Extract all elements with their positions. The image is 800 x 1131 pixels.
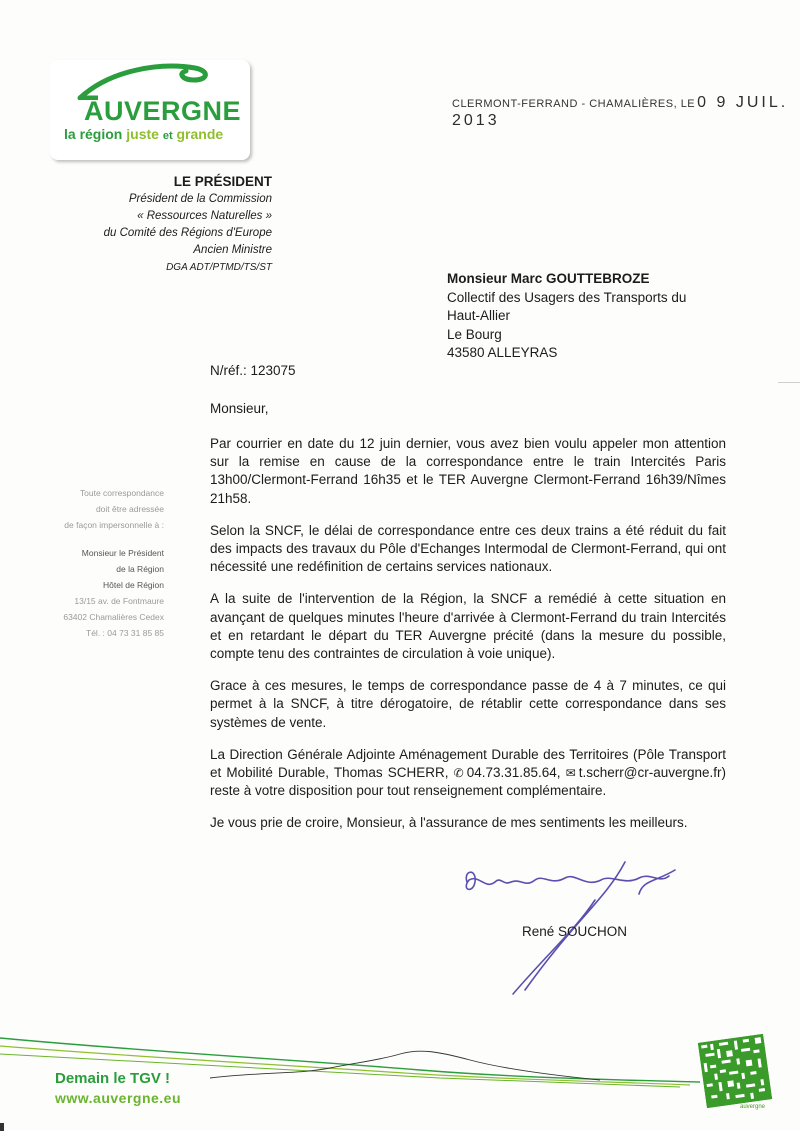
recipient-name: Monsieur Marc GOUTTEBROZE: [447, 271, 650, 286]
paragraph-text: La Direction Générale Adjointe Aménagement Durable des Territoires (Pôle Transport et Mobilité Durable, Thomas SCHERR,: [210, 746, 726, 781]
closing: Je vous prie de croire, Monsieur, à l'assurance de mes sentiments les meilleurs.: [210, 815, 688, 831]
paragraph-text: ) reste à votre disposition pour tout renseignement complémentaire.: [210, 765, 726, 799]
recipient-city: 43580 ALLEYRAS: [447, 345, 558, 360]
qr-caption: auvergne: [740, 1104, 766, 1110]
envelope-icon: ✉: [565, 766, 576, 781]
tagline-part: juste: [126, 126, 159, 142]
date-place: CLERMONT-FERRAND - CHAMALIÈRES, LE: [452, 98, 696, 110]
scan-edge-mark: [0, 1123, 4, 1131]
president-line: « Ressources Naturelles »: [137, 210, 272, 222]
correspondence-sidebar: [40, 485, 164, 641]
logo-name: AUVERGNE: [84, 96, 242, 126]
reference-number: N/réf.: 123075: [210, 363, 296, 378]
tagline-part: grande: [176, 126, 224, 142]
president-block: [40, 174, 272, 276]
sidebar-line: de façon impersonnelle à :: [64, 520, 164, 530]
recipient-org: Haut-Allier: [447, 308, 511, 323]
sidebar-address: Hôtel de Région: [103, 580, 164, 590]
qr-code-icon: [698, 1034, 773, 1109]
sidebar-address: 13/15 av. de Fontmaure: [74, 596, 164, 606]
signatory-name: René SOUCHON: [522, 924, 628, 939]
department-code: DGA ADT/PTMD/TS/ST: [166, 262, 272, 273]
logo-swirl-icon: [70, 60, 220, 100]
paragraph: Selon la SNCF, le délai de correspondance entre ces deux trains a été réduit du fait des impacts des travaux du Pôle d'Echanges Intermodal de Clermont-Ferrand, qui ont nécessité une redéfinition de certains services nationaux.: [210, 522, 726, 575]
phone-number: 04.73.31.85.64,: [466, 765, 561, 781]
president-line: du Comité des Régions d'Europe: [103, 227, 272, 239]
paragraph: A la suite de l'intervention de la Région, la SNCF a remédié à cette situation en avançant de quelques minutes l'heure d'arrivée à Clermont-Ferrand du train Intercités et en retardant le départ du TER Auvergne précité (dans la mesure du possible, compte tenu des contraintes de circulation à voie unique).: [210, 591, 726, 662]
president-line: Président de la Commission: [128, 193, 272, 205]
date-stamp: 0 9 JUIL. 2013: [452, 94, 789, 129]
paragraph: Par courrier en date du 12 juin dernier, vous avez bien voulu appeler mon attention sur la remise en cause de la correspondance entre le train Intercités Paris 13h00/Clermont-Ferrand 16h35 et le TER Auvergne Clermont-Ferrand 16h39/Nîmes 21h58.: [210, 436, 726, 506]
salutation: Monsieur,: [210, 401, 269, 416]
fold-mark: [778, 382, 800, 383]
president-line: Ancien Ministre: [193, 244, 272, 256]
auvergne-logo: [50, 60, 250, 160]
letter-body: [210, 435, 726, 847]
tagline-part: la région: [64, 126, 123, 142]
logo-tagline: [64, 126, 223, 142]
sidebar-address: de la Région: [116, 564, 164, 574]
recipient-org: Collectif des Usagers des Transports du: [447, 289, 687, 305]
email-address: t.scherr@cr-auvergne.fr: [578, 765, 722, 781]
sidebar-line: Toute correspondance: [79, 488, 164, 498]
date-line: [452, 94, 800, 130]
recipient-address: [447, 270, 686, 363]
recipient-street: Le Bourg: [447, 326, 502, 342]
sidebar-address: 63402 Chamalières Cedex: [63, 612, 164, 622]
paragraph: [210, 746, 726, 801]
paragraph: Grace à ces mesures, le temps de correspondance passe de 4 à 7 minutes, ce qui permet à la SNCF, à titre dérogatoire, de rétablir cette correspondance dans ses systèmes de vente.: [210, 678, 726, 730]
phone-icon: ✆: [453, 766, 464, 781]
sidebar-address: Monsieur le Président: [81, 548, 164, 558]
president-title: LE PRÉSIDENT: [173, 174, 272, 189]
sidebar-line: doit être adressée: [95, 504, 164, 514]
footer-website-link[interactable]: www.auvergne.eu: [55, 1090, 182, 1106]
tagline-part: et: [162, 130, 173, 142]
sidebar-phone: Tél. : 04 73 31 85 85: [86, 628, 164, 638]
footer-slogan: Demain le TGV !: [55, 1070, 171, 1087]
